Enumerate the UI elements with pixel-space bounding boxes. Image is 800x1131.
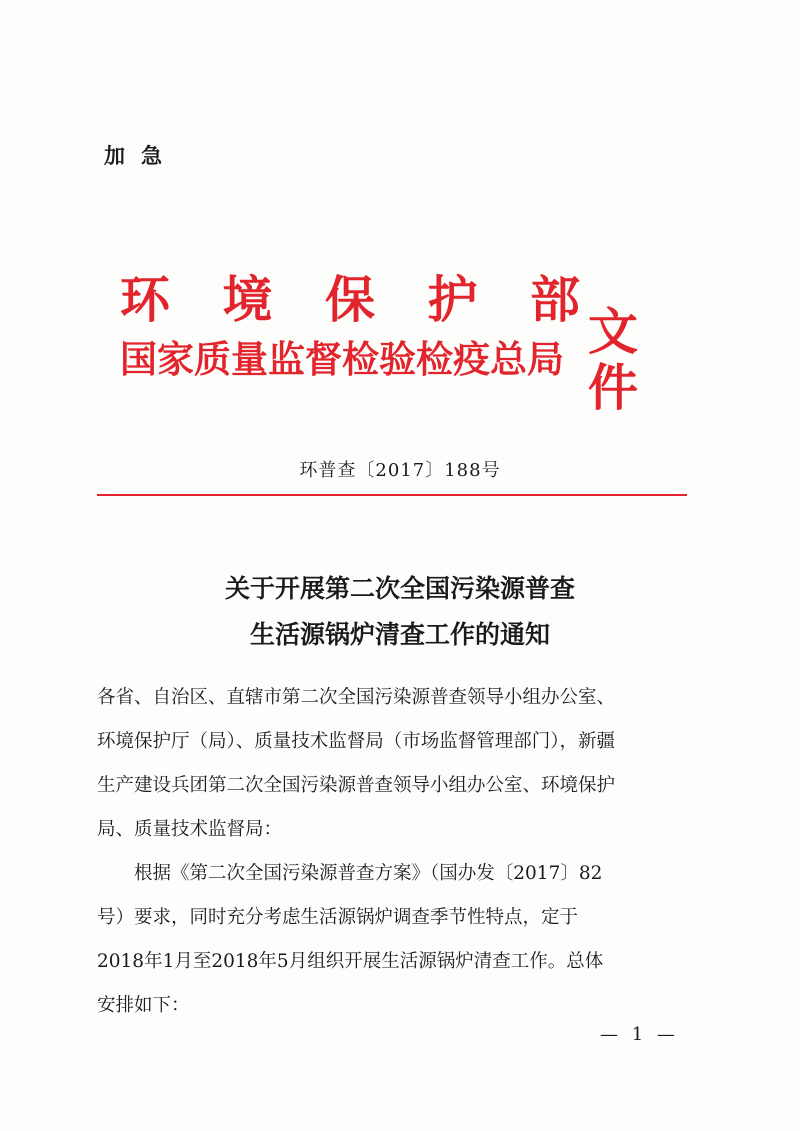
agency-1-char: 环 [120, 270, 170, 329]
paragraph-line: 安排如下： [97, 995, 190, 1016]
agency-ministry-of-environmental-protection [120, 272, 580, 328]
document-body [97, 676, 697, 1028]
agency-1-char: 境 [222, 270, 273, 329]
title-line-2: 生活源锅炉清查工作的通知 [249, 620, 550, 649]
title-line-1: 关于开展第二次全国污染源普查 [224, 574, 575, 603]
document-number: 环普查〔2017〕188号 [299, 460, 501, 481]
urgency-mark: 加急 [104, 144, 178, 168]
paragraph-line: 2018年1月至2018年5月组织开展生活源锅炉清查工作。总体 [97, 951, 604, 972]
addressee-line: 局、质量技术监督局： [97, 819, 283, 840]
document-title [0, 566, 800, 658]
addressee-line: 生产建设兵团第二次全国污染源普查领导小组办公室、环境保护 [97, 775, 616, 796]
agency-1-char: 部 [530, 270, 580, 329]
red-divider-line [97, 494, 687, 496]
page-number: — 1 — [600, 1024, 679, 1045]
document-suffix: 文件 [588, 302, 638, 417]
paragraph-line: 根据《第二次全国污染源普查方案》（国办发〔2017〕82 [97, 863, 603, 884]
agency-1-char: 护 [427, 270, 478, 329]
agency-aqsiq: 国家质量监督检验检疫总局 [120, 337, 564, 381]
addressee-line: 各省、自治区、直辖市第二次全国污染源普查领导小组办公室、 [97, 687, 616, 708]
addressee-line: 环境保护厅（局）、质量技术监督局（市场监督管理部门），新疆 [97, 731, 616, 752]
issuing-agencies-header [120, 268, 680, 417]
paragraph-line: 号）要求，同时充分考虑生活源锅炉调查季节性特点，定于 [97, 907, 579, 928]
agency-1-char: 保 [325, 270, 375, 329]
